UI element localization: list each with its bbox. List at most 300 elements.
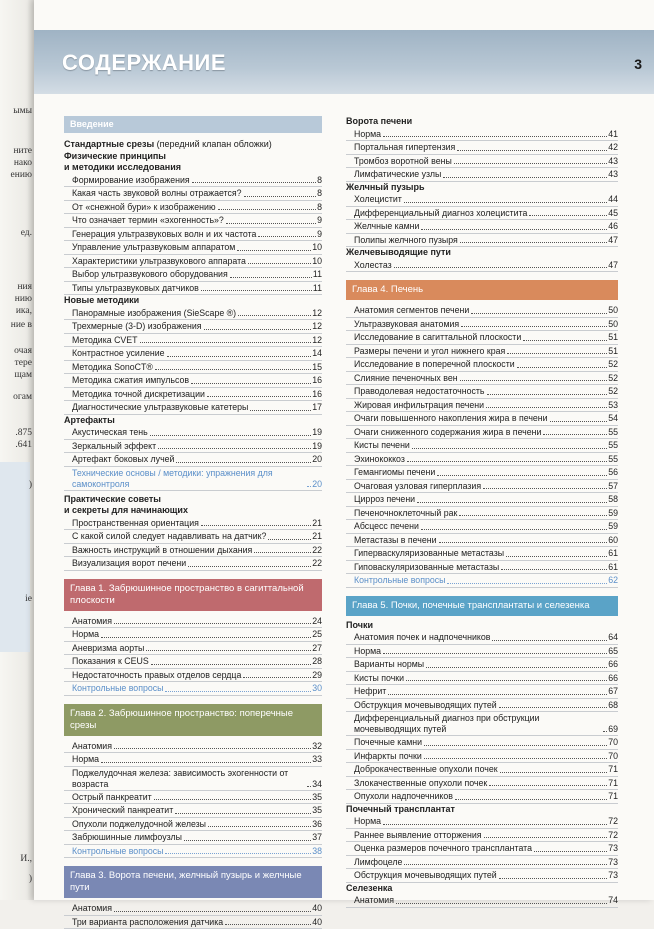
dot-leader [421,529,607,530]
toc-entry[interactable] [64,347,322,361]
chapter-3-bar[interactable]: Глава 3. Ворота печени, желчный пузырь и желчные пути [64,866,322,898]
dot-leader [407,461,607,462]
toc-entry[interactable] [346,207,618,221]
entry-page-number: 35 [312,804,322,817]
dot-leader [250,410,311,411]
entry-page-number: 50 [608,304,618,317]
toc-entry[interactable] [64,268,322,282]
dot-leader [404,864,607,865]
prev-fragment: ния [17,282,32,293]
toc-entry[interactable] [346,736,618,750]
entry-page-number: 57 [608,480,618,493]
entry-page-number: 67 [608,685,618,698]
entry-title: Норма [354,815,381,828]
toc-entry[interactable] [346,763,618,777]
section-heading: Почки [346,620,618,632]
toc-entry[interactable] [64,187,322,201]
entry-title: Почечные камни [354,736,422,749]
toc-entry[interactable] [346,453,618,467]
toc-entry[interactable] [64,401,322,415]
toc-entry[interactable] [64,628,322,642]
entry-title: Очаги сниженного содержания жира в печени [354,426,541,439]
entry-page-number: 27 [312,642,322,655]
toc-entry[interactable] [64,916,322,929]
entry-title: Дифференциальный диагноз холецистита [354,207,527,220]
entry-title: Управление ультразвуковым аппаратом [72,241,235,254]
prev-fragment: .875 [15,428,32,439]
toc-entry[interactable] [346,439,618,453]
dot-leader [238,315,311,316]
entry-title: Панорамные изображения (SieScape ®) [72,307,236,320]
toc-entry[interactable] [346,631,618,645]
dot-leader [150,435,311,436]
toc-entry[interactable] [64,282,322,296]
toc-entry[interactable] [346,712,618,736]
entry-page-number: 41 [608,128,618,141]
toc-entry[interactable] [346,777,618,791]
dot-leader [154,799,312,800]
entry-page-number: 70 [608,736,618,749]
entry-page-number: 28 [312,655,322,668]
toc-entry[interactable] [64,615,322,629]
toc-entry[interactable] [346,259,618,273]
dot-leader [484,837,608,838]
entry-page-number: 52 [608,372,618,385]
entry-title: Доброкачественные опухоли почек [354,763,498,776]
toc-entry[interactable] [64,255,322,269]
page-number: 3 [634,56,642,72]
dot-leader [201,525,311,526]
section-heading: Селезенка [346,883,618,895]
dot-leader [114,623,311,624]
toc-entry[interactable] [346,493,618,507]
entry-title: Жировая инфильтрация печени [354,399,484,412]
dot-leader [424,758,607,759]
dot-leader [243,677,311,678]
dot-leader [523,340,607,341]
prev-fragment: .641 [15,440,32,451]
toc-entry[interactable] [64,201,322,215]
chapter-1-bar[interactable]: Глава 1. Забрюшинное пространство в сагиттальной плоскости [64,579,322,611]
dot-leader [421,229,607,230]
entry-page-number: 61 [608,547,618,560]
dot-leader [268,539,311,540]
entry-page-number: 34 [312,779,322,790]
dot-leader [244,196,317,197]
toc-entry[interactable] [346,699,618,713]
chapter-5-bar[interactable]: Глава 5. Почки, почечные трансплантаты и селезенка [346,596,618,616]
entry-title: Лимфатические узлы [354,168,441,181]
toc-entry[interactable] [346,869,618,883]
dot-leader [550,421,608,422]
entry-title: Злокачественные опухоли почек [354,777,487,790]
entry-page-number: 53 [608,399,618,412]
entry-page-number: 52 [608,385,618,398]
dot-leader [114,748,311,749]
toc-entry[interactable] [346,141,618,155]
entry-page-number: 32 [312,740,322,753]
toc-entry[interactable] [64,804,322,818]
entry-title: Норма [72,753,99,766]
entry-page-number: 43 [608,155,618,168]
dot-leader [417,502,607,503]
entry-title: Раннее выявление отторжения [354,829,482,842]
prev-fragment: ымы [13,106,32,117]
entry-page-number: 10 [312,241,322,254]
review-link[interactable] [64,682,322,696]
entry-title: Визуализация ворот печени [72,557,186,570]
toc-entry[interactable] [64,174,322,188]
entry-page-number: 10 [312,255,322,268]
chapter-1-review [64,682,322,696]
entry-page-number: 11 [313,268,322,281]
toc-entry[interactable] [64,388,322,402]
dot-leader [457,150,607,151]
toc-entry[interactable] [346,894,618,908]
toc-entry[interactable] [346,856,618,870]
prev-fragment: ie [25,594,32,605]
toc-entry[interactable] [64,544,322,558]
prev-fragment: ) [29,480,32,491]
dot-leader [101,762,311,763]
toc-entry[interactable] [64,557,322,571]
toc-entry[interactable] [64,307,322,321]
toc-entry[interactable] [346,318,618,332]
toc-entry[interactable] [346,547,618,561]
toc-entry[interactable] [346,685,618,699]
toc-entry[interactable] [64,669,322,683]
entry-title: С какой силой следует надавливать на датчик? [72,530,266,543]
entry-title: Холестаз [354,259,392,272]
dot-leader [101,637,311,638]
toc-entry[interactable] [346,750,618,764]
toc-entry[interactable] [64,902,322,916]
toc-entry[interactable] [64,517,322,531]
toc-entry[interactable] [346,358,618,372]
entry-title: Исследование в сагиттальной плоскости [354,331,521,344]
entry-page-number: 22 [312,544,322,557]
dot-leader [529,215,607,216]
prev-fragment: ению [11,170,32,181]
section-heading: Желчный пузырь [346,182,618,194]
dot-leader [412,448,607,449]
entry-title: Норма [354,128,381,141]
review-link[interactable] [64,845,322,859]
entry-page-number: 52 [608,358,618,371]
prev-fragment: ика, [16,306,32,317]
entry-page-number: 50 [608,318,618,331]
entry-page-number: 37 [312,831,322,844]
entry-title: Типы ультразвуковых датчиков [72,282,199,295]
dot-leader [307,786,311,787]
entry-page-number: 20 [312,453,322,466]
entry-title: Какая часть звуковой волны отражается? [72,187,242,200]
dot-leader [226,223,316,224]
entry-page-number: 59 [608,507,618,520]
entry-page-number: 62 [608,574,618,587]
dot-leader [499,878,608,879]
entry-page-number: 19 [312,440,322,453]
entry-page-number: 35 [312,791,322,804]
entry-title: Недостаточность правых отделов сердца [72,669,241,682]
dot-leader [258,236,316,237]
toc-entry[interactable] [346,193,618,207]
dot-leader [507,353,607,354]
prev-fragment: ) [29,874,32,885]
toc-entry[interactable] [346,345,618,359]
entry-title: Оценка размеров почечного трансплантата [354,842,532,855]
spleen-entries [346,894,618,908]
entry-title: Нефрит [354,685,386,698]
entry-title: Контрольные вопросы [72,845,163,858]
entry-page-number: 16 [312,374,322,387]
prev-fragment: нию [15,294,32,305]
toc-entry[interactable] [346,842,618,856]
entry-title: Обструкция мочевыводящих путей [354,869,497,882]
dot-leader [383,824,607,825]
chapter-3-entries [64,902,322,929]
entry-title: Трехмерные (3-D) изображения [72,320,202,333]
section-heading: Артефакты [64,415,322,427]
toc-entry[interactable] [346,480,618,494]
new-methods-entries [64,307,322,415]
entry-title: Технические основы / методики: упражнения для самоконтроля [72,468,305,490]
dot-leader [460,242,607,243]
entry-page-number: 73 [608,856,618,869]
entry-page-number: 24 [312,615,322,628]
entry-page-number: 56 [608,466,618,479]
entry-title: Анатомия [72,740,112,753]
toc-entry[interactable] [346,466,618,480]
toc-entry[interactable] [346,331,618,345]
dot-leader [140,342,312,343]
entry-page-number: 69 [608,724,618,735]
toc-entry[interactable] [346,520,618,534]
entry-title: Что означает термин «эхогенность»? [72,214,224,227]
toc-right-column [346,116,618,908]
entry-title: Диагностические ультразвуковые катетеры [72,401,248,414]
entry-page-number: 16 [312,388,322,401]
entry-title: Зеркальный эффект [72,440,156,453]
entry-title: Инфаркты почки [354,750,422,763]
entry-page-number: 47 [608,234,618,247]
toc-entry[interactable] [346,385,618,399]
entry-title: Методика сжатия импульсов [72,374,189,387]
toc-entry[interactable] [64,334,322,348]
toc-entry[interactable] [64,228,322,242]
dot-leader [437,475,607,476]
page-title: СОДЕРЖАНИЕ [62,50,226,76]
toc-entry[interactable] [64,320,322,334]
entry-page-number: 60 [608,534,618,547]
entry-title: Методика точной дискретизации [72,388,205,401]
entry-title: Методика SonoCT® [72,361,153,374]
dot-leader [406,680,607,681]
entry-page-number: 9 [317,228,322,241]
dot-leader [603,731,607,732]
toc-entry[interactable] [64,453,322,467]
chapter-2-bar[interactable]: Глава 2. Забрюшинное пространство: поперечные срезы [64,704,322,736]
toc-entry[interactable] [64,361,322,375]
toc-entry[interactable] [64,767,322,791]
entry-page-number: 33 [312,753,322,766]
chapter-1-entries [64,615,322,683]
toc-entry[interactable] [346,155,618,169]
section-heading: Ворота печени [346,116,618,128]
toc-entry[interactable] [346,426,618,440]
dot-leader [254,552,311,553]
toc-entry[interactable] [64,831,322,845]
toc-entry[interactable] [346,790,618,804]
toc-entry[interactable] [64,440,322,454]
entry-title: Эхинококкоз [354,453,405,466]
dot-leader [158,448,311,449]
prev-fragment: И., [20,854,32,865]
dot-leader [455,799,607,800]
entry-title: Очаги повышенного накопления жира в печени [354,412,548,425]
dot-leader [188,566,311,567]
entry-page-number: 20 [312,479,322,490]
dot-leader [218,209,317,210]
entry-page-number: 22 [312,557,322,570]
prev-fragment: огам [13,392,32,403]
dot-leader [461,326,607,327]
entry-title: Кисты почки [354,672,404,685]
entry-page-number: 15 [312,361,322,374]
entry-page-number: 12 [312,307,322,320]
chapter-4-bar[interactable]: Глава 4. Печень [346,280,618,300]
toc-left-column [64,116,322,929]
toc-entry[interactable] [346,412,618,426]
gallbladder-entries [346,193,618,247]
dot-leader [543,434,607,435]
section-heading: и методики исследования [64,162,322,174]
entry-title: Очаговая узловая гиперплазия [354,480,481,493]
entry-page-number: 55 [608,426,618,439]
entry-page-number: 43 [608,168,618,181]
dot-leader [201,290,312,291]
toc-entry[interactable] [64,655,322,669]
toc-entry[interactable] [64,791,322,805]
toc-entry[interactable] [346,399,618,413]
dot-leader [443,177,607,178]
entry-page-number: 55 [608,439,618,452]
toc-entry[interactable] [64,374,322,388]
toc-entry[interactable] [346,128,618,142]
entry-title: Генерация ультразвуковых волн и их частота [72,228,256,241]
entry-title: Формирование изображения [72,174,190,187]
contents-page [34,0,654,900]
toc-entry[interactable] [346,372,618,386]
entry-title: Цирроз печени [354,493,415,506]
review-link[interactable] [346,574,618,588]
section-heading: и секреты для начинающих [64,505,322,517]
dot-leader [500,772,608,773]
entry-title: Дифференциальный диагноз при обструкции мочевыводящих путей [354,713,601,735]
entry-page-number: 30 [312,682,322,695]
dot-leader [204,329,312,330]
section-heading: Почечный трансплантат [346,804,618,816]
entry-page-number: 46 [608,220,618,233]
toc-entry[interactable] [346,220,618,234]
entry-title: Анатомия почек и надпочечников [354,631,490,644]
toc-entry[interactable] [64,753,322,767]
dot-leader [191,383,311,384]
entry-page-number: 47 [608,259,618,272]
chapter-4-review [346,574,618,588]
entry-title: Абсцесс печени [354,520,419,533]
prev-fragment: ните [13,146,32,157]
entry-page-number: 58 [608,493,618,506]
entry-title: Артефакт боковых лучей [72,453,174,466]
entry-title: Гиперваскуляризованные метастазы [354,547,504,560]
toc-entry[interactable] [346,534,618,548]
review-link[interactable] [64,467,322,491]
dot-leader [146,650,311,651]
standard-cuts-heading[interactable] [64,139,322,151]
dot-leader [501,569,607,570]
entry-page-number: 74 [608,894,618,907]
entry-page-number: 51 [608,331,618,344]
chapter-2-review [64,845,322,859]
toc-entry[interactable] [64,642,322,656]
toc-entry[interactable] [64,530,322,544]
entry-page-number: 42 [608,141,618,154]
entry-title: Опухоли надпочечников [354,790,453,803]
dot-leader [151,664,312,665]
toc-entry[interactable] [64,241,322,255]
entry-page-number: 38 [312,845,322,858]
entry-page-number: 14 [312,347,322,360]
entry-page-number: 29 [312,669,322,682]
toc-entry[interactable] [346,234,618,248]
toc-entry[interactable] [64,426,322,440]
toc-entry[interactable] [64,740,322,754]
entry-title: Пространственная ориентация [72,517,199,530]
toc-entry[interactable] [346,561,618,575]
toc-entry[interactable] [346,304,618,318]
entry-title: Слияние печеночных вен [354,372,458,385]
entry-title: Кисты печени [354,439,410,452]
toc-entry[interactable] [346,672,618,686]
entry-title: Контрольные вопросы [72,682,163,695]
entry-title: Норма [354,645,381,658]
entry-title: От «снежной бури» к изображению [72,201,216,214]
toc-entry[interactable] [346,815,618,829]
toc-entry[interactable] [64,818,322,832]
entry-title: Полипы желчного пузыря [354,234,458,247]
entry-page-number: 61 [608,561,618,574]
entry-title: Анатомия [72,615,112,628]
prev-fragment: тере [15,358,32,369]
entry-page-number: 72 [608,829,618,842]
toc-entry[interactable] [346,645,618,659]
entry-title: Печеночноклеточный рак [354,507,457,520]
entry-page-number: 40 [312,916,322,929]
toc-entry[interactable] [346,829,618,843]
entry-title: Лимфоцеле [354,856,402,869]
toc-entry[interactable] [346,168,618,182]
toc-entry[interactable] [346,507,618,521]
dot-leader [483,488,607,489]
standard-cuts-title: Стандартные срезы [64,139,154,149]
toc-entry[interactable] [64,214,322,228]
entry-page-number: 70 [608,750,618,763]
toc-entry[interactable] [346,658,618,672]
entry-page-number: 45 [608,207,618,220]
entry-page-number: 9 [317,214,322,227]
entry-title: Норма [72,628,99,641]
